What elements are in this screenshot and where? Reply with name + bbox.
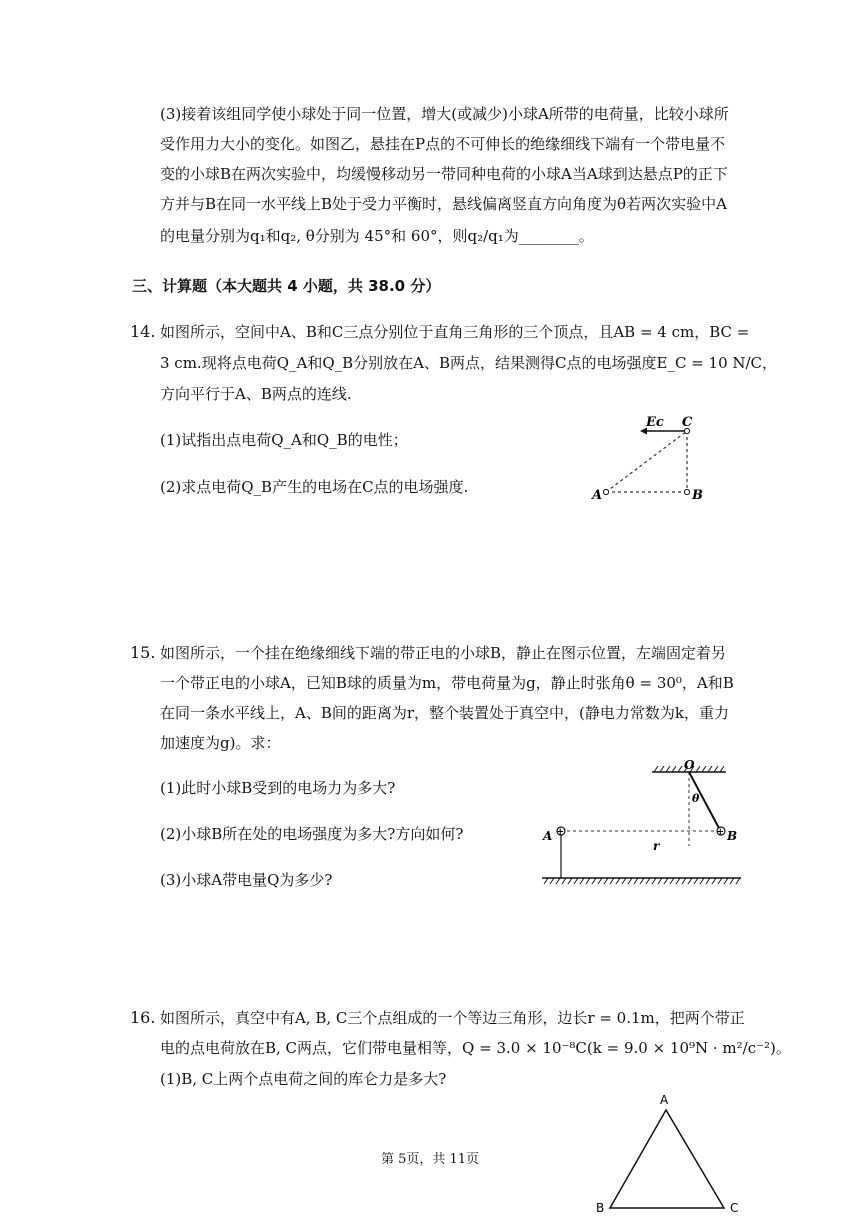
question-number-15: 15. [130,643,156,662]
q14-line-2: 3 cm.现将点电荷Q_A和Q_B分别放在A、B两点，结果测得C点的电场强度E_C = 10 N/C， [160,354,778,372]
q16-sub-1: (1)B, C上两个点电荷之间的库仑力是多大? [160,1070,447,1088]
q14-label-ec: Ec [646,415,664,430]
q14-sub-1: (1)试指出点电荷Q_A和Q_B的电性； [160,431,408,449]
q13-line-2: 受作用力大小的变化。如图乙，悬挂在P点的不可伸长的绝缘细线下端有一个带电量不 [160,135,726,153]
q13-line-4: 方并与B在同一水平线上B处于受力平衡时，悬线偏离竖直方向角度为θ若两次实验中A [160,195,727,213]
q15-ground-hatch [544,878,740,884]
q15-label-theta: θ [692,792,700,805]
q13-line-1: (3)接着该组同学使小球处于同一位置，增大(或减少)小球A所带的电荷量，比较小球所 [160,105,729,123]
q14-label-b: B [692,488,703,503]
q16-label-b: B [596,1201,605,1215]
q15-sub-1: (1)此时小球B受到的电场力为多大? [160,779,396,797]
q15-label-a: A [543,829,553,843]
q15-label-o: O [684,758,695,772]
q13-line-5: 的电量分别为q₁和q₂, θ分别为 45°和 60°，则q₂/q₁为________。 [160,227,594,245]
q14-label-c: C [682,415,693,430]
q15-line-1: 如图所示，一个挂在绝缘细线下端的带正电的小球B，静止在图示位置，左端固定着另 [160,644,727,662]
page-footer: 第 5页，共 11页 [380,1152,480,1167]
q15-line-3: 在同一条水平线上，A、B间的距离为r，整个装置处于真空中，(静电力常数为k，重力 [160,704,729,722]
q16-line-1: 如图所示，真空中有A, B, C三个点组成的一个等边三角形，边长r = 0.1m，把两个带正 [160,1009,745,1027]
q14-line-3: 方向平行于A、B两点的连线. [160,385,352,403]
q14-figure [586,408,716,508]
q16-label-a: A [660,1093,669,1107]
q14-point-b [684,489,689,494]
q14-sub-2: (2)求点电荷Q_B产生的电场在C点的电场强度. [160,478,469,496]
q14-line-1: 如图所示，空间中A、B和C三点分别位于直角三角形的三个顶点，且AB = 4 cm，BC = [160,323,750,341]
q16-line-2: 电的点电荷放在B, C两点，它们带电量相等，Q = 3.0 × 10⁻⁸C(k = 9.0 × 10⁹N · m²/c⁻²)。 [160,1039,791,1057]
q15-figure [536,758,746,888]
q14-point-a [603,489,608,494]
q14-label-a: A [592,488,603,503]
q15-line-4: 加速度为g)。求： [160,734,281,752]
q14-line-ac [606,431,687,492]
q15-label-b: B [727,829,738,843]
question-number-16: 16. [130,1008,156,1027]
q13-line-3: 变的小球B在两次实验中，均缓慢移动另一带同种电荷的小球A当A球到达悬点P的正下 [160,165,728,183]
q16-label-c: C [730,1201,739,1215]
plus-icon: + [556,827,565,838]
plus-icon: + [716,827,725,838]
section-heading: 三、计算题（本大题共 4 小题，共 38.0 分） [132,277,441,295]
q15-label-r: r [653,839,660,853]
question-number-14: 14. [130,322,156,341]
q15-line-2: 一个带正电的小球A，已知B球的质量为m，带电荷量为g，静止时张角θ = 30⁰，A和B [160,674,734,692]
q15-sub-3: (3)小球A带电量Q为多少? [160,871,333,889]
q15-sub-2: (2)小球B所在处的电场强度为多大?方向如何? [160,825,464,843]
